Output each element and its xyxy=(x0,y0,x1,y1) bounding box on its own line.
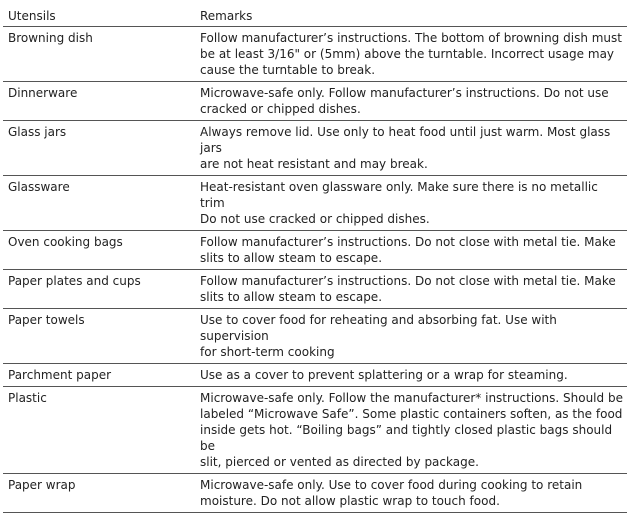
header-remarks: Remarks xyxy=(195,5,627,27)
table-row xyxy=(3,474,627,513)
utensil-name: Plastic xyxy=(3,387,195,474)
table-row xyxy=(3,364,627,387)
utensil-remarks: Use to cover food for reheating and absorbing fat. Use with supervision for short-term cooking xyxy=(195,309,627,364)
utensil-remarks: Follow manufacturer’s instructions. The bottom of browning dish must be at least 3/16" or (5mm) above the turntable. Incorrect usage may cause the turntable to break. xyxy=(195,27,627,82)
utensil-remarks: Microwave-safe only. Follow the manufacturer* instructions. Should be labeled “Microwave Safe”. Some plastic containers soften, as the food inside gets hot. “Boiling bags” and tightly closed plastic bags should be slit, pierced or vented as directed by package. xyxy=(195,387,627,474)
utensil-name: Paper plates and cups xyxy=(3,270,195,309)
utensil-remarks: Always remove lid. Use only to heat food until just warm. Most glass jars are not heat resistant and may break. xyxy=(195,121,627,176)
utensil-remarks: Microwave-safe only. Use to cover food during cooking to retain moisture. Do not allow plastic wrap to touch food. xyxy=(195,474,627,513)
utensil-remarks: Follow manufacturer’s instructions. Do not close with metal tie. Make slits to allow steam to escape. xyxy=(195,270,627,309)
utensil-name: Paper towels xyxy=(3,309,195,364)
utensil-remarks: Follow manufacturer’s instructions. Do not close with metal tie. Make slits to allow steam to escape. xyxy=(195,231,627,270)
utensil-remarks: Use as a cover to prevent splattering or a wrap for steaming. xyxy=(195,364,627,387)
table-row xyxy=(3,231,627,270)
table-row xyxy=(3,387,627,474)
table-row xyxy=(3,270,627,309)
header-utensils: Utensils xyxy=(3,5,195,27)
utensil-remarks: Heat-resistant oven glassware only. Make sure there is no metallic trim Do not use cracked or chipped dishes. xyxy=(195,176,627,231)
table-row xyxy=(3,176,627,231)
utensil-remarks: Microwave-safe only. Follow manufacturer’s instructions. Do not use cracked or chipped dishes. xyxy=(195,82,627,121)
table-header-row xyxy=(3,5,627,27)
utensils-table xyxy=(3,5,627,513)
utensil-name: Glass jars xyxy=(3,121,195,176)
table-row xyxy=(3,82,627,121)
table-row xyxy=(3,27,627,82)
table-row xyxy=(3,121,627,176)
utensil-name: Dinnerware xyxy=(3,82,195,121)
utensil-name: Browning dish xyxy=(3,27,195,82)
utensil-name: Glassware xyxy=(3,176,195,231)
utensil-name: Parchment paper xyxy=(3,364,195,387)
table-row xyxy=(3,309,627,364)
utensil-name: Oven cooking bags xyxy=(3,231,195,270)
utensil-name: Paper wrap xyxy=(3,474,195,513)
